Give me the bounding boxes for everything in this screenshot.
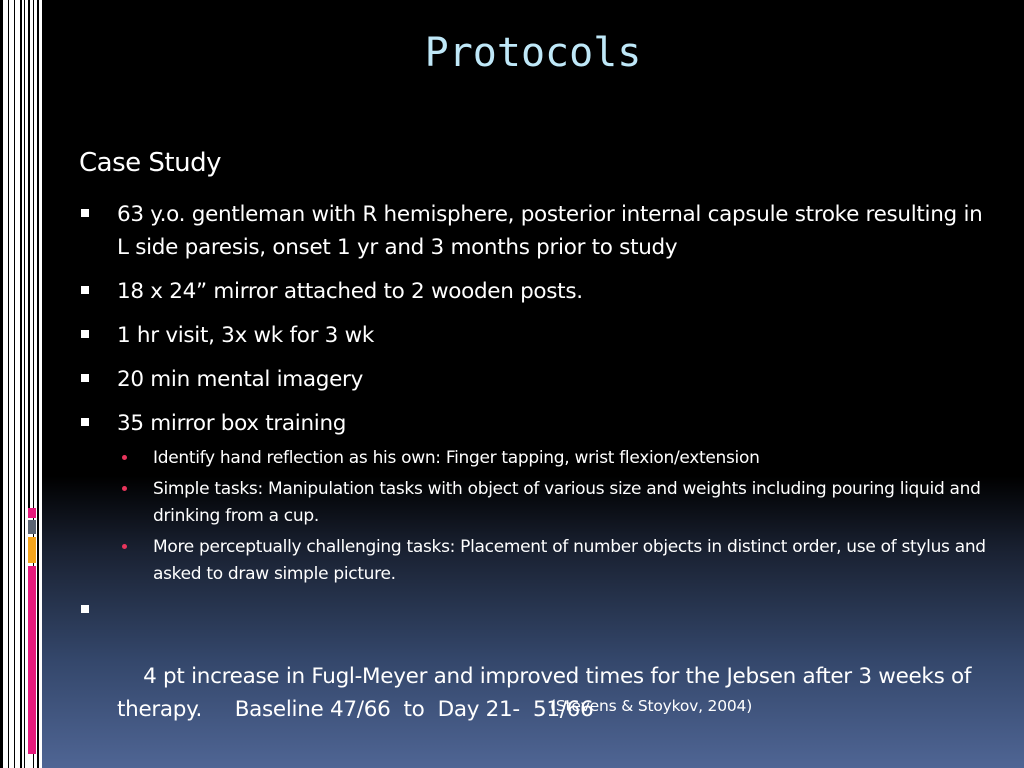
dot-bullet-icon [122,544,127,549]
case-study-heading: Case Study [79,148,221,178]
sub-bullet-item [153,476,989,530]
side-line [14,0,15,768]
accent-pink-bar [28,566,36,754]
sub-bullet-text: Identify hand reflection as his own: Finger tapping, wrist flexion/extension [153,448,760,468]
citation: (Stevens & Stoykov, 2004) [550,697,753,715]
accent-gray [28,520,36,534]
square-bullet-icon [81,418,89,426]
sub-bullet-item [153,534,989,588]
bullet-text: 35 mirror box training [117,411,347,436]
bullet-item [79,363,989,396]
sub-bullet-text: More perceptually challenging tasks: Placement of number objects in distinct order, use of stylus and asked to draw simple picture. [153,537,986,584]
bullet-text: 4 pt increase in Fugl-Meyer and improved times for the Jebsen after 3 weeks of therapy. Baseline 47/66 to Day 21- 51/66 [117,664,978,722]
accent-pink-top [28,508,36,518]
accent-orange [28,537,36,563]
square-bullet-icon [81,374,89,382]
sub-bullet-list [79,445,989,588]
bullet-item [79,198,989,264]
slide-title: Protocols [424,30,642,76]
bullet-text: 20 min mental imagery [117,367,364,392]
square-bullet-icon [81,605,89,613]
bullet-text: 18 x 24” mirror attached to 2 wooden posts. [117,279,583,304]
square-bullet-icon [81,286,89,294]
bullet-item [79,594,989,759]
side-line [8,0,9,768]
bullet-text: 1 hr visit, 3x wk for 3 wk [117,323,375,348]
square-bullet-icon [81,330,89,338]
sub-bullet-text: Simple tasks: Manipulation tasks with object of various size and weights including pouring liquid and drinking from a cup. [153,479,981,526]
sub-bullet-item [153,445,989,472]
bullet-list [79,198,989,768]
bullet-item [79,407,989,440]
square-bullet-icon [81,209,89,217]
dot-bullet-icon [122,486,127,491]
dot-bullet-icon [122,455,127,460]
bullet-item [79,319,989,352]
side-line [37,0,39,768]
side-line [20,0,22,768]
side-line [28,0,30,510]
bullet-text: 63 y.o. gentleman with R hemisphere, posterior internal capsule stroke resulting in L side paresis, onset 1 yr and 3 months prior to study [117,202,983,260]
side-line [0,0,3,768]
side-line [24,0,25,768]
bullet-item [79,275,989,308]
